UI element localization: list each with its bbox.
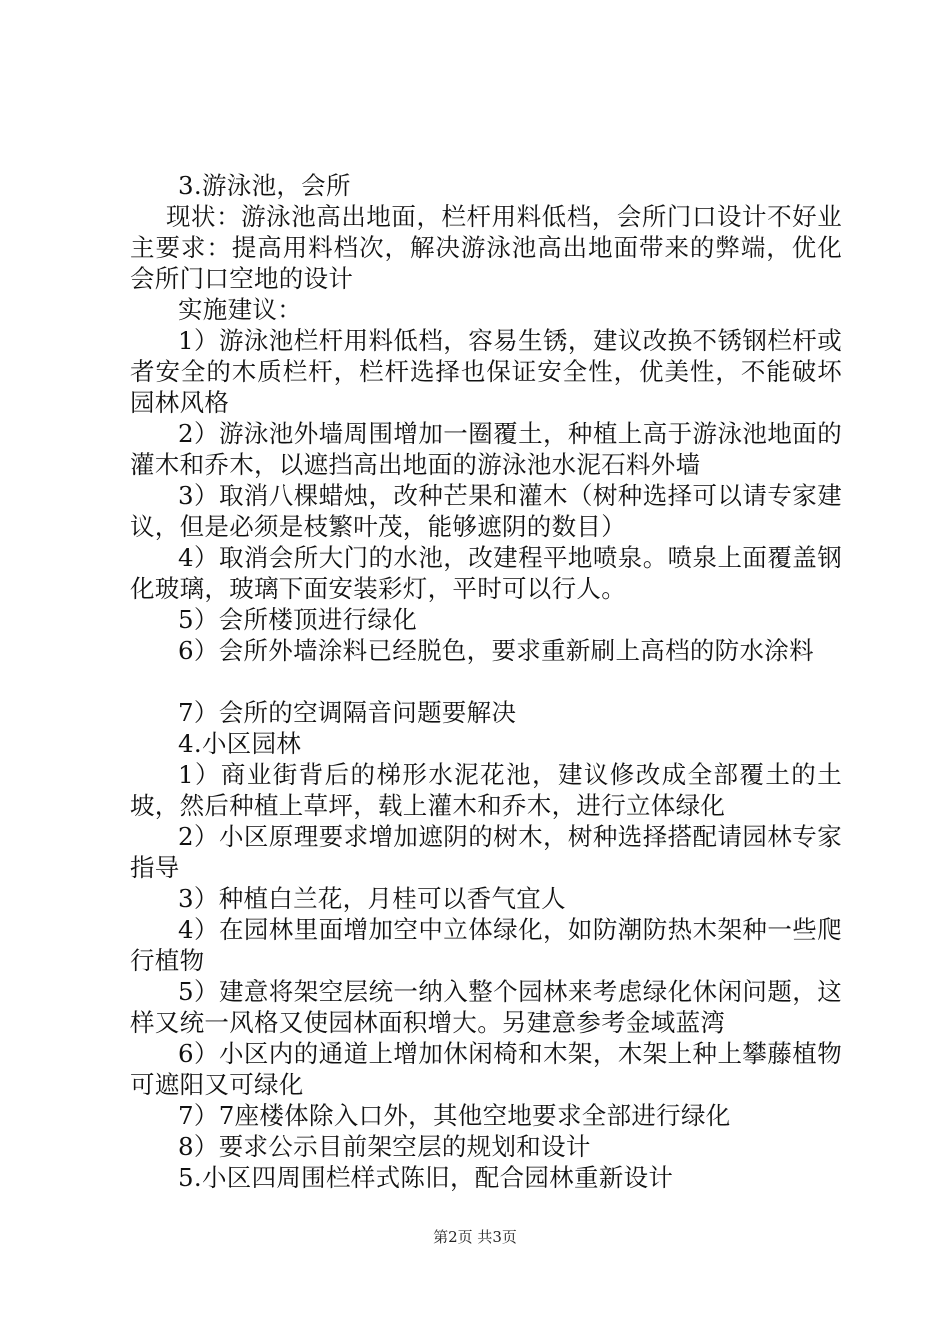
paragraph-item: 8）要求公示目前架空层的规划和设计	[178, 1132, 591, 1161]
section-heading-fence: 5.小区四周围栏样式陈旧，配合园林重新设计	[178, 1163, 674, 1192]
paragraph-item: 5）建意将架空层统一纳入整个园林来考虑绿化休闲问题，这样又统一风格又使园林面积增大。另建意参考金域蓝湾	[130, 977, 842, 1037]
paragraph-item: 4）在园林里面增加空中立体绿化，如防潮防热木架种一些爬行植物	[130, 915, 842, 975]
paragraph-item: 2）小区原理要求增加遮阴的树木，树种选择搭配请园林专家指导	[130, 822, 842, 882]
paragraph-item: 6）会所外墙涂料已经脱色，要求重新刷上高档的防水涂料	[178, 636, 814, 665]
paragraph-item: 2）游泳池外墙周围增加一圈覆土，种植上高于游泳池地面的灌木和乔木，以遮挡高出地面的游泳池水泥石料外墙	[130, 419, 842, 479]
paragraph-status: 现状：游泳池高出地面，栏杆用料低档，会所门口设计不好业主要求：提高用料档次，解决游泳池高出地面带来的弊端，优化会所门口空地的设计	[130, 202, 842, 293]
page-number-footer: 第2页 共3页	[433, 1228, 517, 1246]
paragraph-item: 7）7座楼体除入口外，其他空地要求全部进行绿化	[178, 1101, 731, 1130]
paragraph-item: 4）取消会所大门的水池，改建程平地喷泉。喷泉上面覆盖钢化玻璃，玻璃下面安装彩灯，平时可以行人。	[130, 543, 842, 603]
section-heading-pool-clubhouse: 3.游泳池，会所	[178, 171, 351, 200]
paragraph-item: 3）种植白兰花，月桂可以香气宜人	[178, 884, 566, 913]
paragraph-item: 5）会所楼顶进行绿化	[178, 605, 418, 634]
paragraph-suggestions-heading: 实施建议：	[178, 295, 302, 324]
paragraph-item: 6）小区内的通道上增加休闲椅和木架，木架上种上攀藤植物可遮阳又可绿化	[130, 1039, 842, 1099]
paragraph-item: 1）商业街背后的梯形水泥花池，建议修改成全部覆土的土坡，然后种植上草坪，载上灌木和乔木，进行立体绿化	[130, 760, 842, 820]
paragraph-item: 3）取消八棵蜡烛，改种芒果和灌木（树种选择可以请专家建议，但是必须是枝繁叶茂，能够遮阴的数目）	[130, 481, 842, 541]
paragraph-item: 1）游泳池栏杆用料低档，容易生锈，建议改换不锈钢栏杆或者安全的木质栏杆，栏杆选择也保证安全性，优美性，不能破坏园林风格	[130, 326, 842, 417]
paragraph-item: 7）会所的空调隔音问题要解决	[178, 698, 517, 727]
document-body	[130, 170, 842, 1193]
section-heading-garden: 4.小区园林	[178, 729, 302, 758]
